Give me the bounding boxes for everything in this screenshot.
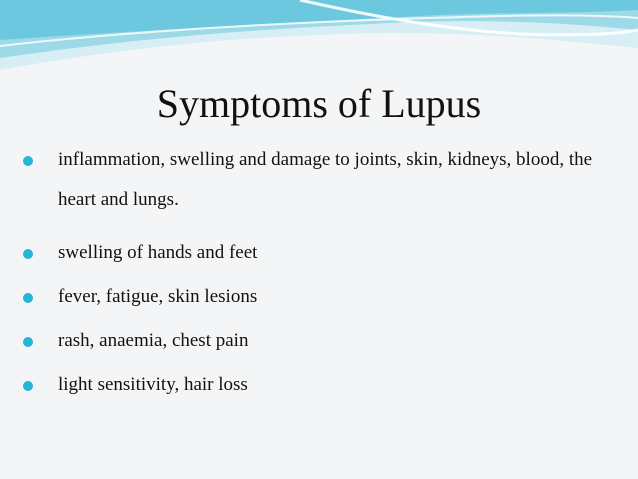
bullet-item — [20, 374, 620, 396]
bullet-dot-icon — [23, 249, 33, 259]
bullet-text: rash, anaemia, chest pain — [58, 330, 249, 351]
bullet-list — [20, 148, 620, 396]
bullet-dot-icon — [23, 337, 33, 347]
bullet-item — [20, 286, 620, 308]
bullet-item — [20, 242, 620, 264]
slide-title: Symptoms of Lupus — [156, 81, 482, 126]
bullet-item — [20, 330, 620, 352]
bullet-text: inflammation, swelling and damage to joints, skin, kidneys, blood, the heart and lungs. — [58, 149, 593, 210]
bullet-text: fever, fatigue, skin lesions — [58, 286, 258, 307]
bullet-text: swelling of hands and feet — [58, 242, 258, 263]
bullet-dot-icon — [23, 156, 33, 166]
header-wave-decoration — [0, 0, 638, 80]
bullet-text: light sensitivity, hair loss — [58, 374, 248, 395]
bullet-dot-icon — [23, 293, 33, 303]
bullet-dot-icon — [23, 381, 33, 391]
bullet-item — [20, 140, 620, 220]
